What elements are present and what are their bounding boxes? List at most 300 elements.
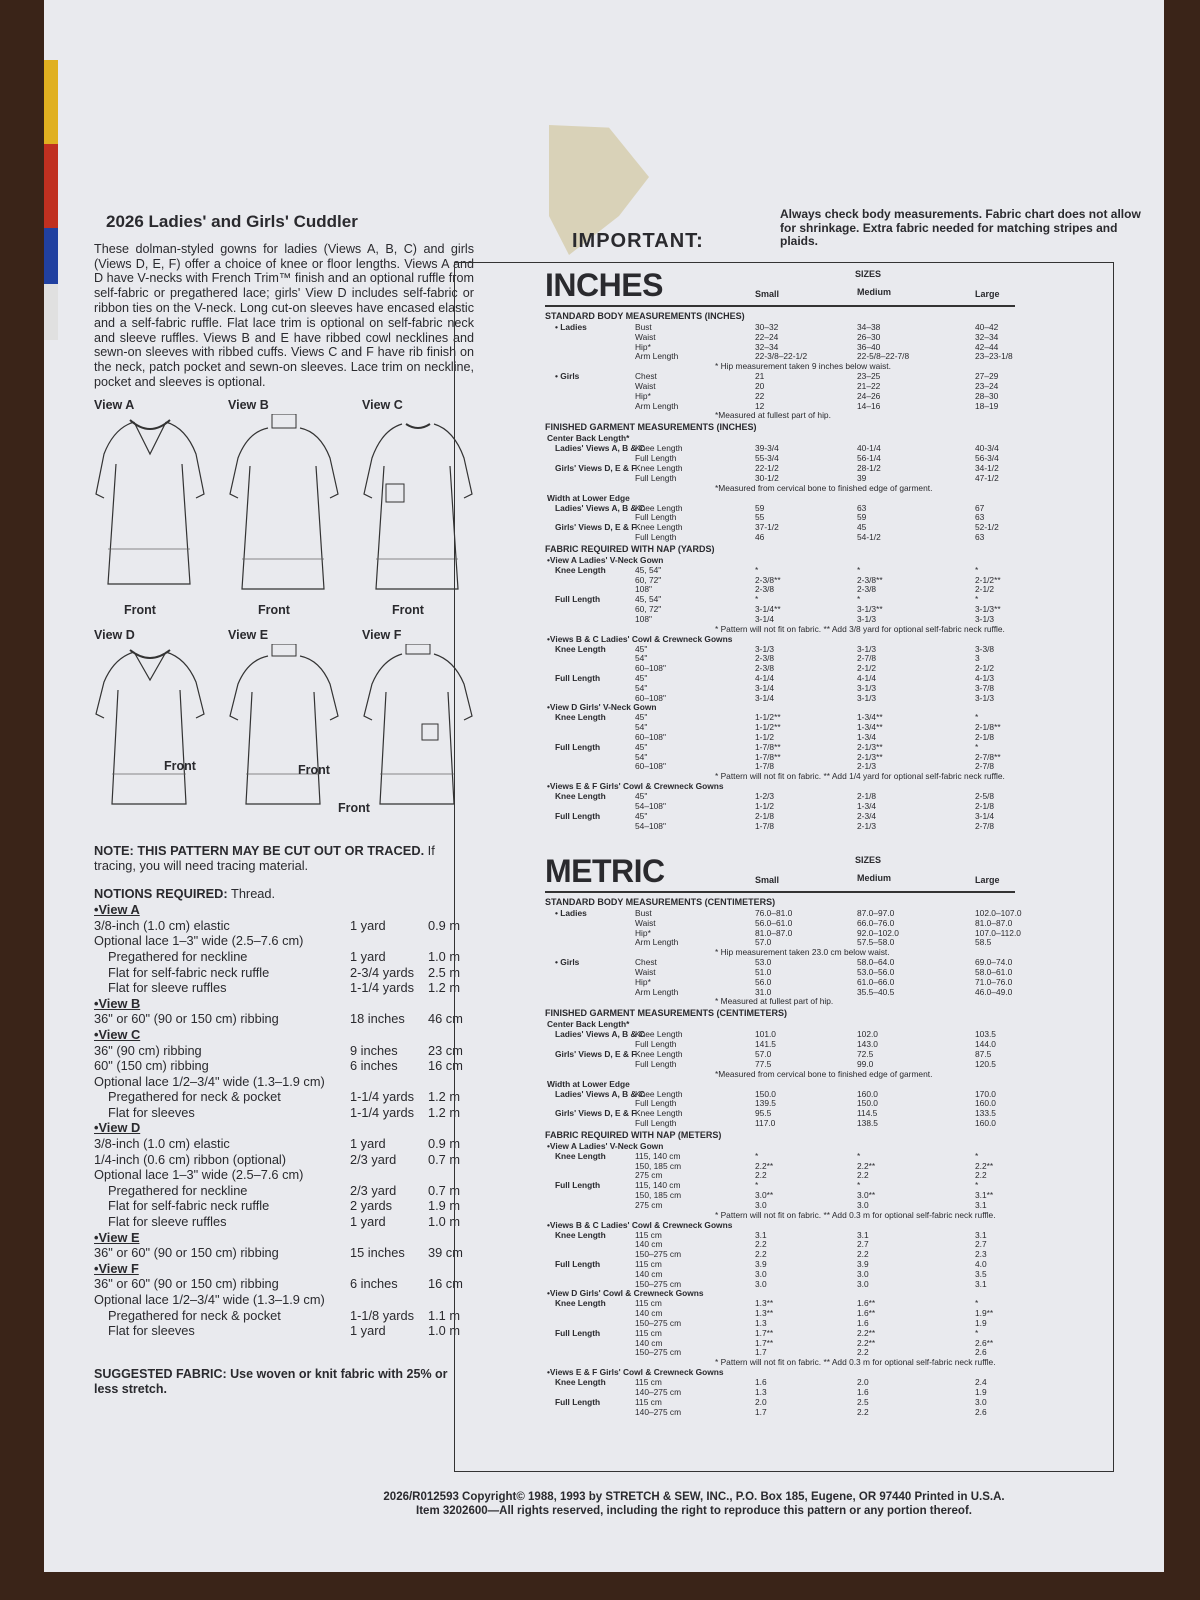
value-large: 81.0–87.0: [975, 917, 1013, 928]
value-small: 55-3/4: [755, 453, 779, 464]
value-large: 23–24: [975, 381, 999, 391]
row-label: Full Length: [635, 1118, 677, 1128]
value-large: 32–34: [975, 331, 999, 342]
value-small: 2.0: [755, 1396, 767, 1407]
notion-imperial: [350, 1167, 428, 1183]
notion-imperial: 1-1/4 yards: [350, 980, 415, 996]
footnote: *Measured from cervical bone to finished edge of garment.: [715, 482, 933, 493]
value-medium: 1-3/4**: [857, 712, 883, 723]
value-large: 46.0–49.0: [975, 986, 1013, 997]
value-large: 87.5: [975, 1049, 992, 1059]
notion-view-heading: [94, 1027, 474, 1043]
measure-row: [455, 503, 1095, 513]
notion-metric: 39 cm: [428, 1245, 463, 1261]
value-large: 18–19: [975, 400, 999, 411]
front-label: Front: [164, 758, 196, 773]
group-label: •Views E & F Girls' Cowl & Crewneck Gowns: [547, 781, 724, 792]
notion-imperial: 6 inches: [350, 1058, 398, 1074]
value-medium: 1.6**: [857, 1308, 876, 1319]
size-large: Large: [975, 289, 1000, 299]
value-small: 22-3/8–22-1/2: [755, 351, 808, 362]
section-heading: FABRIC REQUIRED WITH NAP (METERS): [545, 1129, 722, 1140]
important-text: Always check body measurements. Fabric chart does not allow for shrinkage. Extra fabric needed for matching stripes and plaids.: [780, 207, 1141, 248]
value-large: 4-1/3: [975, 673, 995, 683]
measure-row: [455, 512, 1095, 522]
row-group: • Ladies: [555, 908, 587, 918]
row-group: Ladies' Views A, B & C: [555, 1088, 645, 1099]
view-d-illustration: [94, 628, 206, 828]
value-medium: 53.0–56.0: [857, 967, 895, 977]
value-medium: 54-1/2: [857, 532, 881, 542]
value-medium: 3.0: [857, 1199, 869, 1210]
row-group: Knee Length: [555, 643, 606, 654]
section-heading: STANDARD BODY MEASUREMENTS (CENTIMETERS): [545, 897, 776, 907]
measure-row: [455, 1170, 1095, 1180]
value-medium: 1.6: [857, 1387, 869, 1397]
value-small: 1-7/8**: [755, 751, 781, 762]
gown-cowl-sketch: [228, 414, 340, 604]
value-small: 101.0: [755, 1029, 776, 1040]
value-large: 3.1: [975, 1199, 987, 1210]
value-small: 56.0–61.0: [755, 917, 793, 928]
notion-name: 36" (90 cm) ribbing: [94, 1042, 202, 1058]
row-label: Waist: [635, 381, 656, 391]
row-group: Knee Length: [555, 1229, 606, 1240]
measure-row: [455, 1318, 1095, 1328]
value-small: 22-1/2: [755, 463, 779, 473]
measure-row: [455, 575, 1095, 585]
front-label: Front: [298, 762, 330, 777]
row-label: 150–275 cm: [635, 1249, 682, 1260]
value-small: 1-1/2**: [755, 712, 781, 723]
value-large: 3.1: [975, 1278, 987, 1289]
notion-view-heading: [94, 996, 474, 1012]
value-medium: 2-1/2: [857, 663, 877, 674]
measure-row: [455, 1397, 1095, 1407]
value-small: 3.0: [755, 1199, 767, 1210]
notion-imperial: 9 inches: [350, 1042, 398, 1058]
pattern-title: 2026 Ladies' and Girls' Cuddler: [106, 212, 358, 231]
footnote: *Measured from cervical bone to finished edge of garment.: [715, 1068, 933, 1079]
measure-row: [455, 732, 1095, 742]
value-medium: 3.0: [857, 1278, 869, 1289]
value-medium: 58.0–64.0: [857, 957, 895, 968]
view-label: View C: [362, 397, 403, 412]
measure-row: [455, 1338, 1095, 1348]
notion-imperial: 2/3 yard: [350, 1182, 397, 1198]
value-large: 63: [975, 532, 985, 542]
value-small: 2.2: [755, 1249, 767, 1260]
notion-item: [94, 1058, 474, 1074]
notion-metric: 0.7 m: [428, 1182, 461, 1198]
value-small: 31.0: [755, 986, 772, 997]
row-label: Knee Length: [635, 502, 683, 513]
value-small: 4-1/4: [755, 673, 775, 683]
notion-item: [94, 1074, 474, 1090]
value-medium: 150.0: [857, 1098, 878, 1109]
row-group: Knee Length: [555, 1377, 606, 1388]
value-medium: 23–25: [857, 371, 881, 382]
size-large: Large: [975, 875, 1000, 885]
value-large: 23–23-1/8: [975, 351, 1013, 362]
value-large: 103.5: [975, 1029, 996, 1040]
group-label: •View A Ladies' V-Neck Gown: [547, 1140, 664, 1151]
row-label: 60–108": [635, 761, 666, 772]
value-small: 3-1/3: [755, 643, 775, 654]
value-small: 30–32: [755, 322, 779, 332]
value-medium: 2-1/3: [857, 820, 877, 831]
value-large: 69.0–74.0: [975, 957, 1013, 968]
row-label: 45, 54": [635, 594, 662, 605]
row-label: Bust: [635, 908, 652, 918]
sizes-label: SIZES: [855, 269, 882, 279]
value-medium: 1-3/4: [857, 732, 877, 742]
value-large: 40–42: [975, 322, 999, 332]
notion-view-heading: [94, 1261, 474, 1277]
measure-row: [455, 1269, 1095, 1279]
footer-line-1: 2026/R012593 Copyright© 1988, 1993 by STRETCH & SEW, INC., P.O. Box 185, Eugene, OR 97440 Printed in U.S.A.: [383, 1491, 1005, 1503]
value-medium: 63: [857, 502, 867, 513]
row-label: Waist: [635, 331, 656, 342]
row-label: 115 cm: [635, 1396, 662, 1407]
suggested-fabric: SUGGESTED FABRIC: Use woven or knit fabric with 25% or less stretch.: [94, 1366, 448, 1396]
value-large: 56-3/4: [975, 453, 999, 464]
notion-item: [94, 1323, 474, 1339]
measure-row: [455, 1328, 1095, 1338]
row-label: Hip*: [635, 341, 651, 352]
value-medium: 2-7/8: [857, 653, 877, 664]
sizes-label: SIZES: [855, 855, 882, 865]
notion-item: [94, 1043, 474, 1059]
measure-row: [455, 653, 1095, 663]
value-medium: 35.5–40.5: [857, 986, 895, 997]
value-medium: 3.9: [857, 1259, 869, 1269]
value-small: 56.0: [755, 976, 772, 987]
notion-metric: 1.0 m: [428, 1323, 461, 1339]
envelope-front-edge: [44, 60, 58, 340]
row-group: Girls' Views D, E & F: [555, 463, 637, 473]
value-small: 1.7: [755, 1406, 767, 1417]
value-large: 160.0: [975, 1098, 996, 1109]
measure-row: [455, 663, 1095, 673]
value-medium: 138.5: [857, 1118, 878, 1128]
notion-metric: 1.0 m: [428, 948, 461, 964]
value-large: 1.9**: [975, 1308, 994, 1319]
value-small: 1-1/2**: [755, 722, 781, 733]
footnote: * Hip measurement taken 9 inches below waist.: [715, 361, 891, 372]
notion-item: [94, 1011, 474, 1027]
measure-row: [455, 712, 1095, 722]
row-label: Full Length: [635, 1098, 677, 1109]
value-medium: 3-1/3**: [857, 604, 883, 614]
important-label: IMPORTANT:: [572, 230, 704, 252]
value-large: *: [975, 1180, 979, 1191]
notion-name: Pregathered for neckline: [108, 1182, 248, 1198]
measure-row: [455, 371, 1095, 381]
row-label: Knee Length: [635, 463, 683, 473]
row-label: 150–275 cm: [635, 1278, 682, 1289]
row-label: Knee Length: [635, 522, 683, 533]
value-large: 2-1/2: [975, 584, 995, 595]
row-group: Full Length: [555, 741, 601, 752]
value-large: 3: [975, 653, 980, 664]
view-label: View E: [228, 627, 269, 642]
value-small: 1.6: [755, 1377, 767, 1388]
value-medium: 4-1/4: [857, 673, 877, 683]
value-medium: 3.0**: [857, 1190, 876, 1200]
measure-row: [455, 1029, 1095, 1039]
notion-metric: 1.2 m: [428, 980, 461, 996]
row-label: 115 cm: [635, 1259, 662, 1269]
row-label: 150, 185 cm: [635, 1190, 682, 1200]
row-group: Full Length: [555, 810, 601, 821]
trace-note: [94, 844, 474, 874]
row-group: Full Length: [555, 594, 601, 605]
value-medium: 22-5/8–22-7/8: [857, 351, 910, 362]
row-group: Knee Length: [555, 1298, 606, 1309]
notion-name: 1/4-inch (0.6 cm) ribbon (optional): [94, 1151, 287, 1167]
footnote: * Measured at fullest part of hip.: [715, 996, 834, 1007]
section-heading: FINISHED GARMENT MEASUREMENTS (INCHES): [545, 422, 757, 433]
notion-name: Flat for sleeve ruffles: [108, 1214, 227, 1230]
footer-line-2: Item 3202600—All rights reserved, including the right to reproduce this pattern or any portion thereof.: [416, 1505, 972, 1517]
value-medium: 3-1/3: [857, 682, 877, 693]
value-small: *: [755, 1150, 759, 1161]
notion-item: [94, 1183, 474, 1199]
value-large: 2.6**: [975, 1337, 994, 1348]
row-label: Arm Length: [635, 351, 679, 362]
value-small: 1-7/8: [755, 820, 775, 831]
notion-imperial: 1 yard: [350, 1136, 386, 1152]
measure-row: [455, 453, 1095, 463]
measure-row: [455, 1151, 1095, 1161]
value-small: 2-1/8: [755, 810, 775, 821]
measure-row: [455, 473, 1095, 483]
row-label: 140–275 cm: [635, 1387, 682, 1397]
row-label: 140 cm: [635, 1268, 663, 1279]
value-small: 2-3/8: [755, 663, 775, 674]
notion-item: [94, 949, 474, 965]
group-label: Center Back Length*: [547, 1019, 630, 1030]
value-medium: 1.6**: [857, 1298, 876, 1309]
value-small: 3.1: [755, 1229, 767, 1240]
value-large: 3.5: [975, 1268, 987, 1279]
notion-imperial: 15 inches: [350, 1245, 405, 1261]
value-medium: 2.5: [857, 1396, 869, 1407]
value-medium: *: [857, 564, 861, 575]
row-group: Knee Length: [555, 791, 606, 802]
row-label: 45": [635, 643, 648, 654]
row-label: Chest: [635, 371, 657, 382]
row-label: 45": [635, 810, 648, 821]
measure-row: [455, 683, 1095, 693]
notion-imperial: 1-1/4 yards: [350, 1089, 415, 1105]
value-large: *: [975, 594, 979, 605]
notion-name: Flat for self-fabric neck ruffle: [108, 964, 270, 980]
view-label: View F: [362, 627, 402, 642]
value-medium: 72.5: [857, 1049, 874, 1059]
group-label: •Views E & F Girls' Cowl & Crewneck Gowns: [547, 1367, 724, 1378]
value-large: 34-1/2: [975, 463, 999, 473]
value-small: 20: [755, 381, 765, 391]
notion-name: •View C: [94, 1026, 141, 1042]
value-small: 2.2**: [755, 1160, 774, 1171]
measure-row: [455, 604, 1095, 614]
notion-name: Flat for sleeve ruffles: [108, 980, 227, 996]
notion-metric: 16 cm: [428, 1058, 463, 1074]
left-column: [94, 212, 474, 1396]
value-large: *: [975, 1150, 979, 1161]
view-a-illustration: [94, 398, 206, 620]
value-medium: 1-3/4**: [857, 722, 883, 733]
row-label: 150, 185 cm: [635, 1160, 682, 1171]
value-medium: 57.5–58.0: [857, 937, 895, 948]
measure-row: [455, 1098, 1095, 1108]
value-large: 170.0: [975, 1088, 996, 1099]
value-medium: 99.0: [857, 1058, 874, 1069]
heading-rule: [545, 891, 1015, 893]
value-medium: 26–30: [857, 331, 881, 342]
measure-row: [455, 443, 1095, 453]
footnote: * Pattern will not fit on fabric. ** Add 0.3 m for optional self-fabric neck ruffle.: [715, 1209, 996, 1220]
value-large: 3-1/3: [975, 613, 995, 624]
value-small: 117.0: [755, 1118, 776, 1128]
row-label: Arm Length: [635, 986, 679, 997]
value-large: 107.0–112.0: [975, 927, 1021, 938]
notion-name: Pregathered for neckline: [108, 948, 248, 964]
notion-metric: 23 cm: [428, 1042, 463, 1058]
value-medium: 40-1/4: [857, 443, 881, 454]
value-large: 3-1/3: [975, 692, 995, 703]
measure-row: [455, 791, 1095, 801]
value-small: 1-1/2: [755, 732, 775, 742]
row-label: Knee Length: [635, 443, 683, 454]
value-small: 2.2: [755, 1170, 767, 1181]
value-medium: 45: [857, 522, 867, 533]
value-small: 1-7/8**: [755, 741, 781, 752]
copyright-footer: [294, 1490, 1094, 1518]
value-small: 150.0: [755, 1088, 776, 1099]
notion-name: Optional lace 1–3" wide (2.5–7.6 cm): [94, 933, 304, 949]
row-label: 54": [635, 653, 648, 664]
notion-view-heading: [94, 1120, 474, 1136]
measure-row: [455, 987, 1095, 997]
measure-row: [455, 1347, 1095, 1357]
value-small: 1.7**: [755, 1337, 774, 1348]
row-label: 115, 140 cm: [635, 1150, 681, 1161]
row-label: Knee Length: [635, 1029, 683, 1040]
row-label: Full Length: [635, 1058, 677, 1069]
row-label: Bust: [635, 322, 652, 332]
notion-metric: 0.9 m: [428, 917, 461, 933]
notion-item: [94, 980, 474, 996]
value-medium: 3-1/3: [857, 643, 877, 654]
notion-name: Flat for self-fabric neck ruffle: [108, 1198, 270, 1214]
group-label: •Views B & C Ladies' Cowl & Crewneck Gowns: [547, 1219, 733, 1230]
measure-row: [455, 644, 1095, 654]
notion-name: 3/8-inch (1.0 cm) elastic: [94, 1136, 230, 1152]
row-label: 60–108": [635, 732, 666, 742]
row-label: Arm Length: [635, 937, 679, 948]
measure-row: [455, 1239, 1095, 1249]
notion-name: •View B: [94, 995, 141, 1011]
measure-row: [455, 1118, 1095, 1128]
value-medium: 92.0–102.0: [857, 927, 899, 938]
measure-row: [455, 1308, 1095, 1318]
size-medium: Medium: [857, 287, 892, 297]
measure-row: [455, 722, 1095, 732]
value-large: 2.6: [975, 1347, 987, 1358]
measure-row: [455, 761, 1095, 771]
notion-item: [94, 933, 474, 949]
row-label: Full Length: [635, 453, 677, 464]
value-large: 58.0–61.0: [975, 967, 1013, 977]
value-large: 2.4: [975, 1377, 987, 1388]
notion-imperial: 1-1/4 yards: [350, 1104, 415, 1120]
value-small: 1.3: [755, 1387, 767, 1397]
row-group: Ladies' Views A, B & C: [555, 1029, 645, 1040]
row-label: Hip*: [635, 390, 651, 401]
value-large: 2-1/2**: [975, 574, 1001, 585]
value-small: 55: [755, 512, 765, 523]
value-large: 3.1**: [975, 1190, 994, 1200]
value-medium: 3-1/3: [857, 692, 877, 703]
measure-row: [455, 1059, 1095, 1069]
row-label: 150–275 cm: [635, 1318, 682, 1328]
group-label: •View D Girls' V-Neck Gown: [547, 702, 657, 713]
value-small: 3-1/4: [755, 682, 775, 693]
row-label: 140 cm: [635, 1308, 663, 1319]
value-medium: 2.2: [857, 1170, 869, 1181]
notion-metric: 2.5 m: [428, 964, 461, 980]
measure-row: [455, 522, 1095, 532]
value-small: 53.0: [755, 957, 772, 968]
value-large: 2-1/2: [975, 663, 995, 674]
row-group: Knee Length: [555, 564, 606, 575]
row-group: Full Length: [555, 1396, 601, 1407]
measure-row: [455, 693, 1095, 703]
value-large: 2-7/8: [975, 820, 995, 831]
measure-row: [455, 342, 1095, 352]
row-group: Girls' Views D, E & F: [555, 1049, 637, 1059]
measure-row: [455, 381, 1095, 391]
notion-name: Optional lace 1/2–3/4" wide (1.3–1.9 cm): [94, 1073, 325, 1089]
value-medium: 2-3/8: [857, 584, 877, 595]
group-label: •View A Ladies' V-Neck Gown: [547, 554, 664, 565]
notion-imperial: 2/3 yard: [350, 1151, 397, 1167]
notion-item: [94, 1276, 474, 1292]
view-label: View A: [94, 397, 135, 412]
value-medium: 61.0–66.0: [857, 976, 895, 987]
measure-row: [455, 1180, 1095, 1190]
value-small: 2.2: [755, 1239, 767, 1250]
notion-item: [94, 1136, 474, 1152]
row-label: Hip*: [635, 927, 651, 938]
value-medium: 3.1: [857, 1229, 869, 1240]
measure-row: [455, 1161, 1095, 1171]
value-medium: *: [857, 1180, 861, 1191]
value-large: *: [975, 1298, 979, 1309]
row-group: Knee Length: [555, 1150, 606, 1161]
value-large: 3.0: [975, 1396, 987, 1407]
row-label: 140–275 cm: [635, 1406, 682, 1417]
measure-row: [455, 391, 1095, 401]
value-small: 22–24: [755, 331, 779, 342]
girls-gown-v-neck-sketch: [94, 644, 206, 814]
row-label: Waist: [635, 917, 656, 928]
value-large: 2-1/8: [975, 801, 995, 811]
value-large: 2.7: [975, 1239, 987, 1250]
